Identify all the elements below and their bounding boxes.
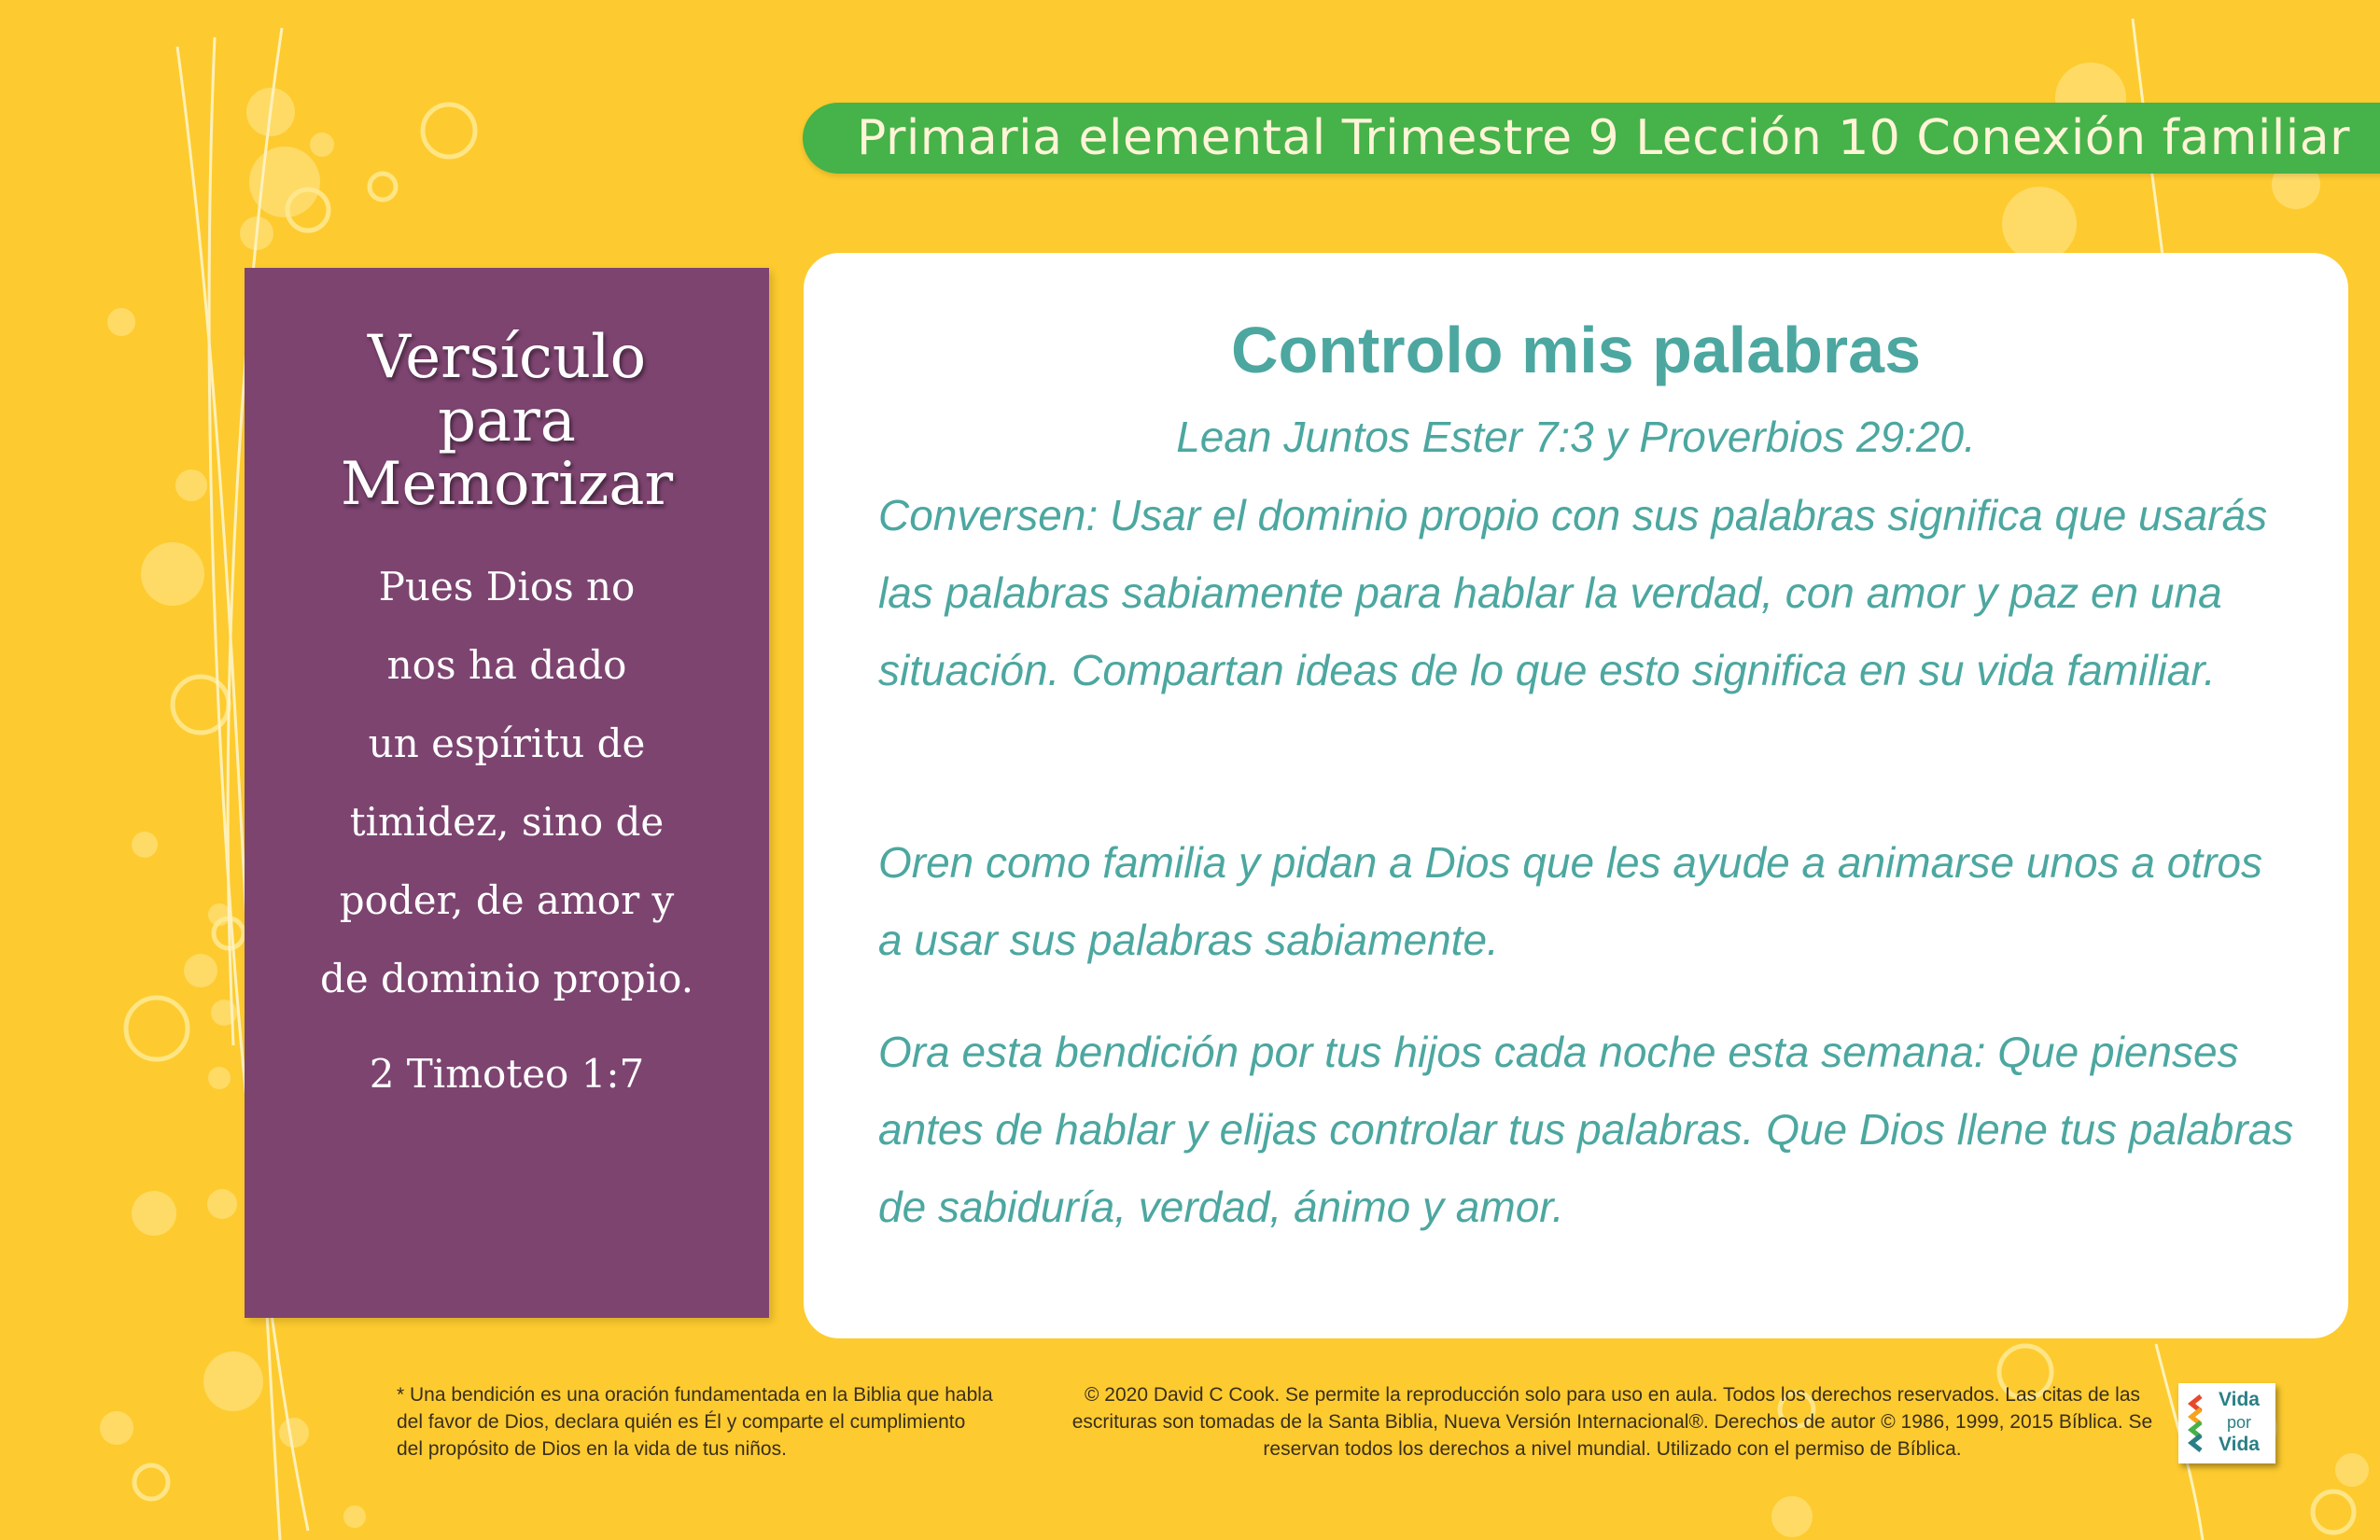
memory-verse-title-line: Versículo [367,323,647,392]
logo-chevron-icon [2186,1394,2205,1452]
memory-verse-title [245,323,769,519]
memory-verse-line: timidez, sino de [349,799,665,845]
memory-verse-title-line: para [438,386,576,455]
family-connection-panel [804,253,2348,1338]
memory-verse-title-line: Memorizar [340,450,674,519]
scripture-reading: Lean Juntos Ester 7:3 y Proverbios 29:20. [1176,413,1976,461]
logo-word: Vida [2219,1389,2260,1410]
memory-verse-line: un espíritu de [368,721,646,766]
memory-verse-reference: 2 Timoteo 1:7 [369,1051,645,1097]
vida-por-vida-logo [2178,1383,2275,1463]
memory-verse-line: nos ha dado [386,642,627,688]
logo-word: Vida [2219,1434,2260,1455]
logo-wordmark [2206,1389,2272,1456]
lesson-title: Controlo mis palabras [1230,314,1922,386]
lesson-header-banner [803,103,2380,174]
discussion-paragraph: Conversen: Usar el dominio propio con sus palabras significa que usarás las palabras sabiamente para hablar la verdad, con amor y paz en una situación. Compartan ideas de lo que esto significa en su vida familiar. [878,491,2268,694]
logo-word: por [2226,1413,2251,1432]
prayer-paragraph: Oren como familia y pidan a Dios que les ayude a animarse unos a otros a usar sus palabras sabiamente. [878,838,2263,964]
memory-verse-line: poder, de amor y [339,877,675,923]
memory-verse-text [263,548,750,1018]
memory-verse-card [245,268,769,1318]
memory-verse-line: de dominio propio. [319,956,694,1001]
blessing-footnote: * Una bendición es una oración fundamentada en la Biblia que habla del favor de Dios, declara quién es Él y comparte el cumplimiento del propósito de Dios en la vida de tus niños. [397,1384,993,1460]
blessing-paragraph: Ora esta bendición por tus hijos cada noche esta semana: Que pienses antes de hablar y elijas controlar tus palabras. Que Dios llene tus palabras de sabiduría, verdad, ánimo y amor. [878,1028,2294,1231]
copyright-notice: © 2020 David C Cook. Se permite la reproducción solo para uso en aula. Todos los derechos reservados. Las citas de las escrituras son tomadas de la Santa Biblia, Nueva Versión Internacional®. Derechos de autor © 1986, 1999, 2015 Bíblica. Se reservan todos los derechos a nivel mundial. Utilizado con el permiso de Bíblica. [1071,1384,2153,1460]
memory-verse-line: Pues Dios no [378,564,636,609]
lesson-header-text: Primaria elemental Trimestre 9 Lección 10 Conexión familiar [857,110,2350,166]
